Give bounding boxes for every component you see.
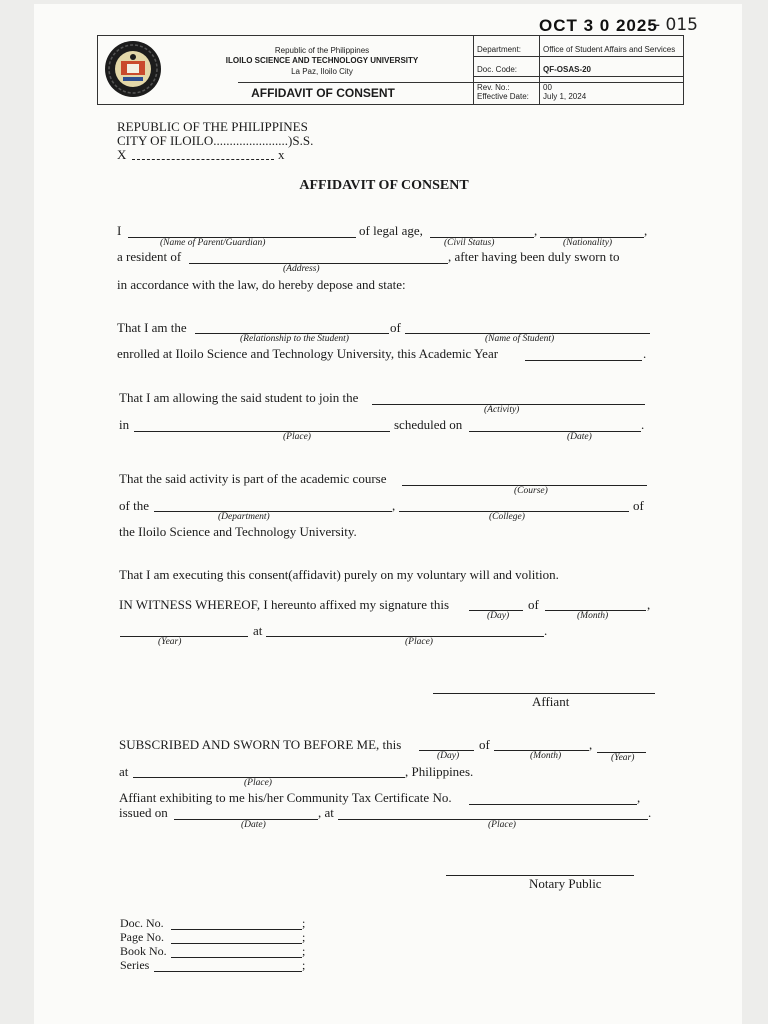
p2-that: That I am the (117, 320, 187, 335)
cap-witness-place: (Place) (405, 637, 433, 647)
witness-year-field[interactable] (120, 636, 248, 637)
p5-voluntary: That I am executing this consent(affidavit) purely on my voluntary will and volition. (119, 567, 559, 582)
cap-sworn-year: (Year) (611, 753, 635, 763)
doc-no-semicolon: ; (302, 916, 306, 930)
cap-sworn-month: (Month) (530, 751, 562, 761)
p3-period: . (641, 417, 645, 432)
p7-period: . (648, 805, 652, 820)
received-date-stamp: OCT 3 0 2025 (539, 16, 658, 35)
cap-ctc-place: (Place) (488, 820, 516, 830)
cap-place: (Place) (283, 432, 311, 442)
p3-in: in (119, 417, 130, 432)
venue-x-right: x (278, 147, 285, 162)
date-field[interactable] (469, 431, 641, 432)
p7-at2: , at (318, 805, 334, 820)
p4-comma: , (392, 498, 396, 513)
p4-ofthe: of the (119, 498, 149, 513)
p2-period: . (643, 346, 647, 361)
book-no-field[interactable] (171, 957, 302, 958)
venue-republic: REPUBLIC OF THE PHILIPPINES (117, 119, 308, 134)
series-label: Series (120, 958, 150, 972)
header-address: La Paz, Iloilo City (291, 67, 353, 76)
venue-x-left: X (117, 147, 127, 162)
document-page (34, 4, 742, 1024)
p1-comma-a: , (534, 223, 538, 238)
handwritten-number: - 015 (654, 15, 698, 35)
p7-issued: issued on (119, 805, 168, 820)
cap-activity: (Activity) (484, 405, 520, 415)
cap-sworn-day: (Day) (437, 751, 460, 761)
page-no-label: Page No. (120, 930, 164, 944)
venue-city: CITY OF ILOILO.......................)S.S. (117, 133, 314, 148)
doc-no-field[interactable] (171, 929, 302, 930)
cap-witness-day: (Day) (487, 611, 510, 621)
header-republic: Republic of the Philippines (274, 46, 370, 55)
cap-student-name: (Name of Student) (485, 334, 555, 344)
page-no-field[interactable] (171, 943, 302, 944)
cap-date: (Date) (567, 432, 592, 442)
p6-at: at (253, 623, 263, 638)
p7-subscribed: SUBSCRIBED AND SWORN TO BEFORE ME, this (119, 737, 402, 752)
page-no-semicolon: ; (302, 930, 306, 944)
p1-resident: a resident of (117, 249, 182, 264)
book-no-label: Book No. (120, 944, 167, 958)
p4-univ: the Iloilo Science and Technology University. (119, 524, 357, 539)
department-field[interactable] (154, 511, 392, 512)
p3-allowing: That I am allowing the said student to join the (119, 390, 359, 405)
cap-department: (Department) (218, 512, 270, 522)
cap-nationality: (Nationality) (563, 238, 613, 248)
notary-label: Notary Public (529, 876, 602, 891)
doc-code-label: Doc. Code: (477, 65, 518, 74)
doc-code-value: QF-OSAS-20 (543, 65, 592, 74)
header-university: ILOILO SCIENCE AND TECHNOLOGY UNIVERSITY (225, 56, 419, 65)
p6-period: . (544, 623, 548, 638)
series-semicolon: ; (302, 958, 306, 972)
p1-depose: in accordance with the law, do hereby depose and state: (117, 277, 406, 292)
effective-date-value: July 1, 2024 (543, 92, 587, 101)
p7-comma: , (589, 737, 593, 752)
p1-i: I (117, 223, 122, 238)
series-field[interactable] (154, 971, 302, 972)
venue-dashed-line (132, 159, 274, 160)
header-form-title: AFFIDAVIT OF CONSENT (251, 86, 395, 100)
affiant-label: Affiant (532, 694, 570, 709)
ctc-number-field[interactable] (469, 804, 637, 805)
cap-relationship: (Relationship to the Student) (240, 334, 349, 344)
book-no-semicolon: ; (302, 944, 306, 958)
p2-of: of (390, 320, 401, 335)
p4-of: of (633, 498, 644, 513)
place-field[interactable] (134, 431, 390, 432)
cap-address: (Address) (283, 264, 320, 274)
p6-of: of (528, 597, 539, 612)
p6-comma: , (647, 597, 651, 612)
cap-sworn-place: (Place) (244, 778, 272, 788)
rev-label: Rev. No.: (477, 83, 510, 92)
cap-college: (College) (489, 512, 525, 522)
university-seal-logo (104, 39, 162, 99)
p7-exhibit: Affiant exhibiting to me his/her Community Tax Certificate No. (119, 790, 452, 805)
p4-course: That the said activity is part of the academic course (119, 471, 387, 486)
cap-witness-year: (Year) (158, 637, 182, 647)
p7-philippines: , Philippines. (405, 764, 474, 779)
p2-enrolled: enrolled at Iloilo Science and Technology University, this Academic Year (117, 346, 499, 361)
p7-at: at (119, 764, 129, 779)
p7-comma2: , (637, 790, 641, 805)
cap-course: (Course) (514, 486, 548, 496)
cap-ctc-date: (Date) (241, 820, 266, 830)
p1-legal-age: of legal age, (359, 223, 423, 238)
academic-year-field[interactable] (525, 360, 642, 361)
cap-parent-name: (Name of Parent/Guardian) (160, 238, 266, 248)
cap-witness-month: (Month) (577, 611, 609, 621)
p1-sworn: , after having been duly sworn to (448, 249, 620, 264)
p6-witness: IN WITNESS WHEREOF, I hereunto affixed my signature this (119, 597, 450, 612)
cap-civil-status: (Civil Status) (444, 238, 495, 248)
rev-value: 00 (543, 83, 552, 92)
department-label: Department: (477, 45, 522, 54)
doc-no-label: Doc. No. (120, 916, 164, 930)
p1-comma-b: , (644, 223, 648, 238)
department-value: Office of Student Affairs and Services (543, 45, 676, 54)
affidavit-title: AFFIDAVIT OF CONSENT (299, 178, 469, 193)
p7-of: of (479, 737, 490, 752)
p3-scheduled: scheduled on (394, 417, 463, 432)
effective-date-label: Effective Date: (477, 92, 529, 101)
